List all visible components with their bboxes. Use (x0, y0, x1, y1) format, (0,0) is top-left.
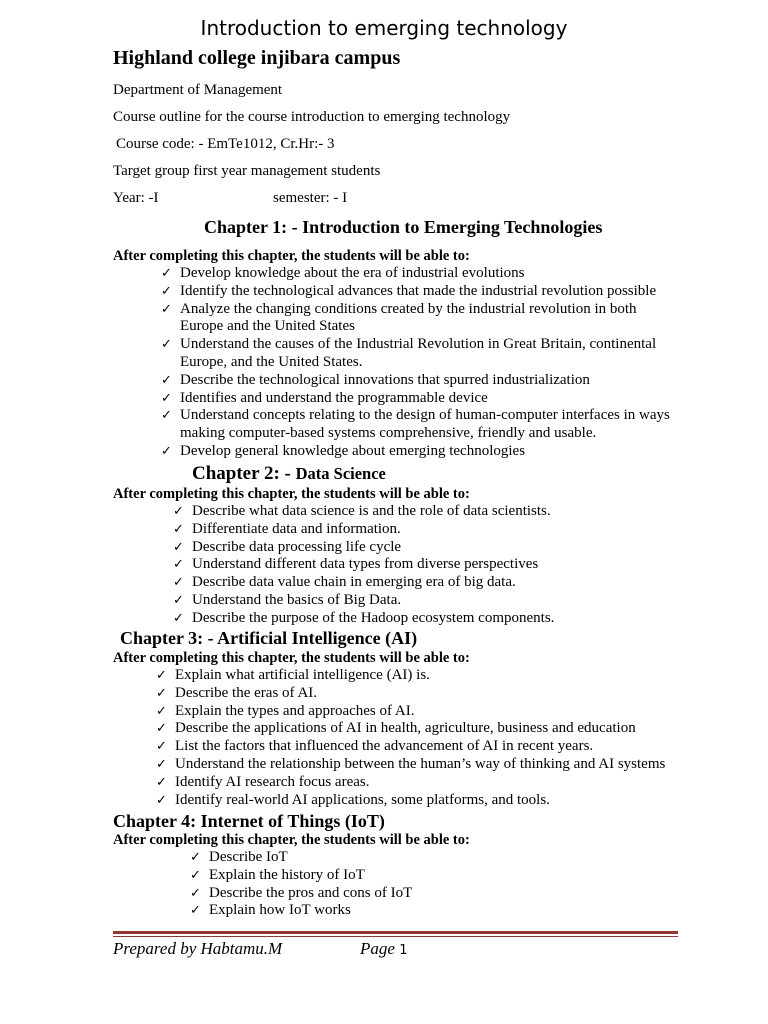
list-item: ✓ Develop knowledge about the era of industrial evolutions (161, 265, 525, 281)
chapter-1-objectives (161, 265, 681, 461)
list-item: ✓ Understand the causes of the Industrial Revolution in Great Britain, continental Europe, and the United States. (161, 336, 657, 370)
chapter-1-title: Chapter 1: - Introduction to Emerging Technologies (204, 217, 603, 237)
checkmark-icon: ✓ (156, 721, 167, 737)
college-name: Highland college injibara campus (113, 47, 401, 69)
list-item: ✓ Identify AI research focus areas. (156, 773, 370, 790)
chapter-1-intro: After completing this chapter, the students will be able to: (113, 248, 470, 264)
chapter-2-label: Chapter 2: - (192, 463, 296, 484)
chapter-4-title: Chapter 4: Internet of Things (IoT) (113, 811, 385, 831)
chapter-2-name: Data Science (295, 464, 386, 483)
list-item: ✓ Describe the pros and cons of IoT (190, 884, 413, 901)
checkmark-icon: ✓ (173, 539, 184, 555)
chapter-3-objectives (156, 667, 686, 809)
list-item: ✓ Describe the purpose of the Hadoop ecosystem components. (173, 609, 555, 626)
checkmark-icon: ✓ (161, 390, 172, 406)
page-header-title: Introduction to emerging technology (200, 16, 568, 40)
checkmark-icon: ✓ (156, 685, 167, 701)
list-item: ✓ Explain how IoT works (190, 902, 351, 919)
list-item: ✓ Describe what data science is and the role of data scientists. (173, 503, 551, 519)
list-item: ✓ Understand the basics of Big Data. (173, 591, 402, 608)
checkmark-icon: ✓ (156, 774, 167, 790)
list-item: ✓ Identify real-world AI applications, some platforms, and tools. (156, 791, 550, 808)
checkmark-icon: ✓ (161, 301, 172, 317)
checkmark-icon: ✓ (156, 792, 167, 808)
checkmark-icon: ✓ (156, 668, 167, 683)
list-item: ✓ List the factors that influenced the advancement of AI in recent years. (156, 738, 594, 755)
checkmark-icon: ✓ (161, 283, 172, 299)
checkmark-icon: ✓ (190, 867, 201, 883)
checkmark-icon: ✓ (173, 504, 184, 519)
chapter-2-objectives (173, 503, 673, 628)
footer-prepared-by: Prepared by Habtamu.M (113, 939, 283, 958)
course-code-line: Course code: - EmTe1012, Cr.Hr:- 3 (116, 136, 335, 152)
checkmark-icon: ✓ (190, 850, 201, 865)
checkmark-icon: ✓ (161, 337, 172, 353)
list-item: ✓ Understand the relationship between the human’s way of thinking and AI systems (156, 755, 666, 772)
list-item: ✓ Describe data processing life cycle (173, 538, 402, 555)
list-item: ✓ Describe the technological innovations that spurred industrialization (161, 371, 590, 388)
list-item: ✓ Identify the technological advances that made the industrial revolution possible (161, 282, 657, 299)
list-item: ✓ Explain what artificial intelligence (AI) is. (156, 667, 430, 683)
chapter-2-title (192, 463, 386, 485)
list-item: ✓ Differentiate data and information. (173, 520, 401, 537)
list-item: ✓ Analyze the changing conditions created by the industrial revolution in both Europe and the United States (161, 300, 637, 335)
checkmark-icon: ✓ (190, 903, 201, 919)
checkmark-icon: ✓ (173, 575, 184, 591)
chapter-3-intro: After completing this chapter, the students will be able to: (113, 650, 470, 666)
chapter-3-title: Chapter 3: - Artificial Intelligence (AI) (120, 628, 418, 648)
footer-divider-thin (113, 936, 678, 937)
footer-page-number: 1 (399, 943, 408, 958)
list-item: ✓ Understand different data types from diverse perspectives (173, 556, 539, 573)
checkmark-icon: ✓ (161, 408, 172, 424)
chapter-4-objectives (190, 849, 590, 920)
semester-line: semester: - I (273, 190, 348, 206)
target-group-line: Target group first year management students (113, 163, 381, 179)
list-item: ✓ Describe IoT (190, 849, 288, 865)
checkmark-icon: ✓ (190, 885, 201, 901)
list-item: ✓ Describe data value chain in emerging era of big data. (173, 574, 516, 591)
checkmark-icon: ✓ (173, 557, 184, 573)
checkmark-icon: ✓ (156, 756, 167, 772)
checkmark-icon: ✓ (173, 521, 184, 537)
year-line: Year: -I (113, 190, 159, 206)
list-item: ✓ Understand concepts relating to the design of human-computer interfaces in ways making computer-based systems comprehensive, friendly and usable. (161, 407, 670, 442)
list-item: ✓ Explain the history of IoT (190, 866, 365, 883)
department-line: Department of Management (113, 82, 283, 98)
list-item: ✓ Describe the eras of AI. (156, 684, 318, 701)
course-outline-line: Course outline for the course introduction to emerging technology (113, 109, 511, 125)
checkmark-icon: ✓ (161, 443, 172, 459)
checkmark-icon: ✓ (161, 372, 172, 388)
list-item: ✓ Identifies and understand the programmable device (161, 389, 488, 406)
list-item: ✓ Explain the types and approaches of AI. (156, 702, 415, 719)
checkmark-icon: ✓ (173, 610, 184, 626)
checkmark-icon: ✓ (161, 266, 172, 281)
footer-page-label: Page (360, 939, 395, 958)
footer-page (360, 939, 407, 959)
checkmark-icon: ✓ (156, 739, 167, 755)
checkmark-icon: ✓ (156, 703, 167, 719)
chapter-4-intro: After completing this chapter, the students will be able to: (113, 832, 470, 848)
list-item: ✓ Develop general knowledge about emerging technologies (161, 442, 526, 459)
checkmark-icon: ✓ (173, 592, 184, 608)
chapter-2-intro: After completing this chapter, the students will be able to: (113, 486, 470, 502)
list-item: ✓ Describe the applications of AI in health, agriculture, business and education (156, 720, 636, 737)
footer-divider-thick (113, 931, 678, 934)
